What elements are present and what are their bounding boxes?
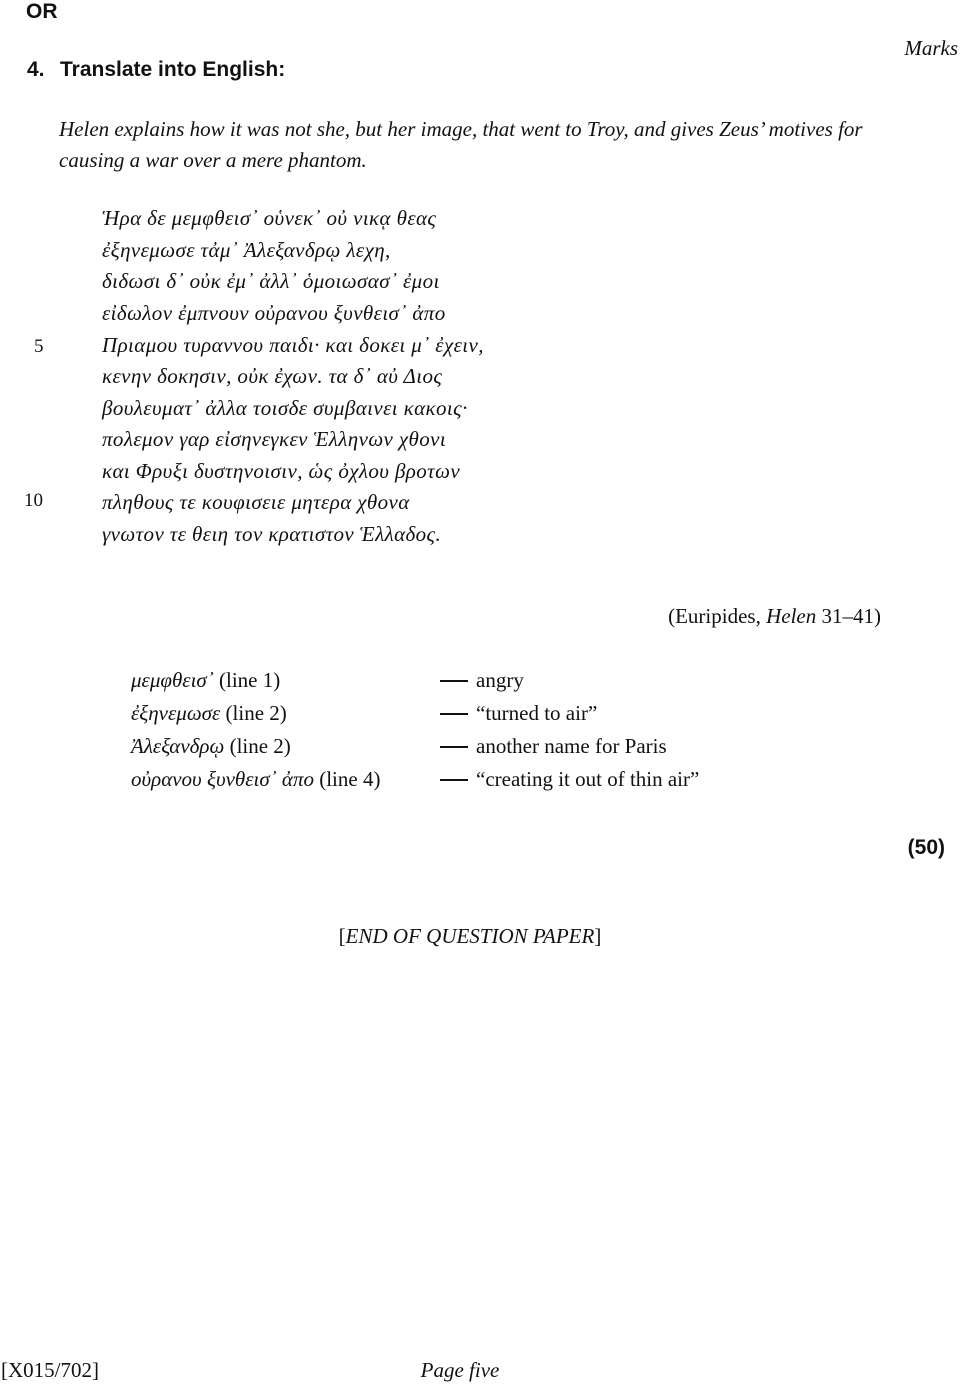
end-bracket-open: [ (338, 924, 346, 948)
passage-line: και Φρυξι δυστηνοισιν, ὡς ὀχλου βροτων (102, 459, 461, 483)
em-dash (440, 713, 468, 715)
citation-open: (Euripides, (668, 604, 767, 628)
glossary-greek: Ἀλεξανδρῳ (131, 734, 225, 758)
question-intro: Helen explains how it was not she, but her image, that went to Troy, and gives Zeus’ motives for causing a war over a mere phantom. (59, 117, 863, 172)
glossary-greek: οὐρανου ξυνθεισ᾽ ἀπο (131, 767, 314, 791)
passage-line: ἐξηνεμωσε τἀμ᾽ Ἀλεξανδρῳ λεχη, (102, 238, 391, 262)
glossary-line-ref: (line 1) (213, 668, 281, 692)
passage-line: Πριαμου τυραννου παιδι· και δοκει μ᾽ ἐχειν, (102, 333, 484, 357)
question-number: 4. (27, 58, 45, 81)
glossary-definition: “creating it out of thin air” (476, 767, 700, 791)
passage-line: βουλευματ᾽ ἀλλα τοισδε συμβαινει κακοις· (102, 396, 468, 420)
glossary-greek: μεμφθεισ᾽ (131, 668, 214, 692)
or-label: OR (26, 0, 58, 23)
em-dash (440, 746, 468, 748)
line-number: 10 (24, 490, 43, 511)
passage-line: πολεμον γαρ εἰσηνεγκεν Ἑλληνων χθονι (102, 427, 447, 451)
passage-line: εἰδωλον ἐμπνουν οὐρανου ξυνθεισ᾽ ἀπο (102, 301, 446, 325)
passage-line: διδωσι δ᾽ οὐκ ἐμ᾽ ἀλλ᾽ ὁμοιωσασ᾽ ἐμοι (102, 269, 440, 293)
glossary-line-ref: (line 2) (220, 701, 287, 725)
total-marks: (50) (907, 836, 945, 859)
glossary-line-ref: (line 4) (313, 767, 381, 791)
end-bracket-close: ] (594, 924, 602, 948)
glossary-term (131, 767, 380, 792)
em-dash (440, 680, 468, 682)
passage-line: Ἡρα δε μεμφθεισ᾽ οὑνεκ᾽ οὐ νικᾳ θεας (102, 206, 437, 230)
glossary-definition: angry (476, 668, 524, 692)
end-text: END OF QUESTION PAPER (345, 924, 595, 948)
marks-column-header: Marks (904, 36, 958, 60)
line-number: 5 (34, 336, 44, 357)
glossary-definition: another name for Paris (476, 734, 667, 758)
glossary-term (131, 668, 280, 693)
page-number: Page five (420, 1358, 500, 1382)
passage-line: πληθους τε κουφισειε μητερα χθονα (102, 490, 410, 514)
citation-close: 31–41) (816, 604, 881, 628)
glossary-term (131, 701, 287, 726)
glossary-greek: ἐξηνεμωσε (131, 701, 221, 725)
glossary-definition: “turned to air” (476, 701, 598, 725)
passage-line: κενην δοκησιν, οὐκ ἐχων. τα δ᾽ αὐ Διος (102, 364, 443, 388)
end-of-paper-notice (0, 924, 940, 949)
em-dash (440, 779, 468, 781)
citation (668, 604, 881, 629)
citation-work: Helen (766, 604, 817, 628)
glossary-line-ref: (line 2) (224, 734, 291, 758)
passage-line: γνωτον τε θειη τον κρατιστον Ἑλλαδος. (102, 522, 442, 546)
question-title: Translate into English: (60, 58, 286, 81)
glossary-term (131, 734, 291, 759)
paper-code: [X015/702] (1, 1358, 99, 1382)
